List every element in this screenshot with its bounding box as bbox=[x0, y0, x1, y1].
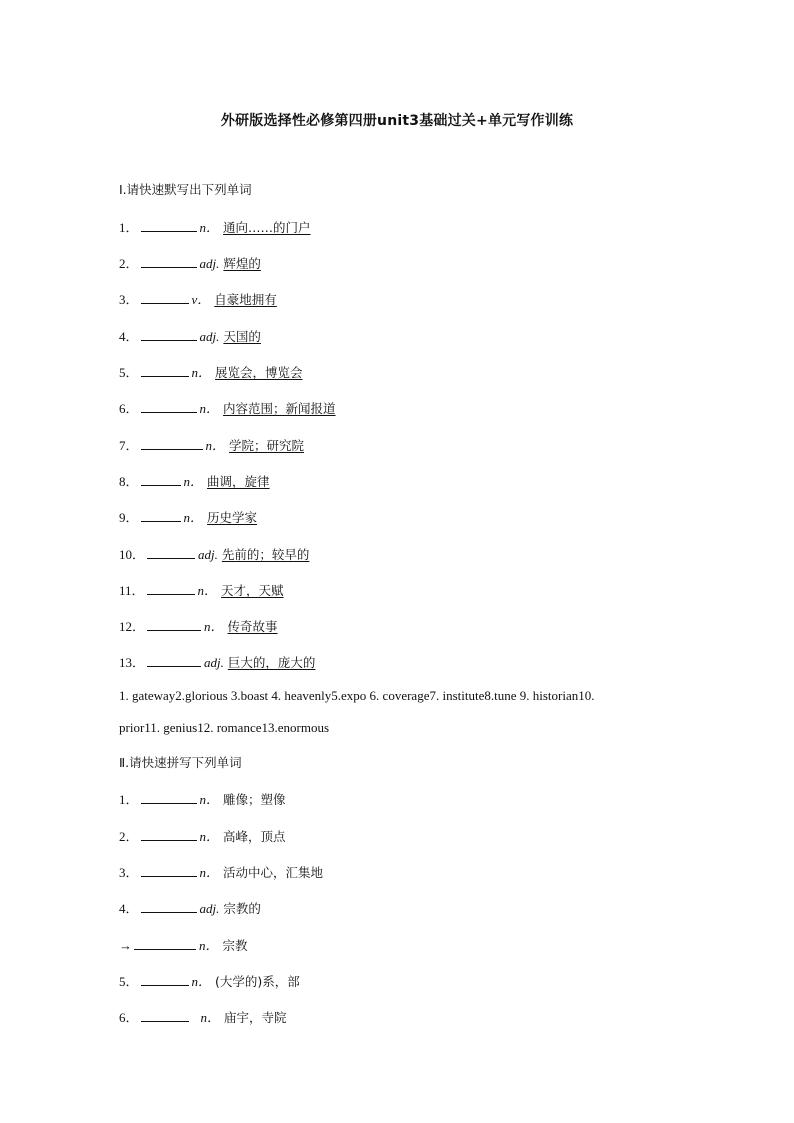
part-of-speech: adj. bbox=[199, 329, 220, 344]
part-of-speech: n． bbox=[200, 1010, 221, 1025]
list-item bbox=[119, 217, 311, 236]
item-number: 7． bbox=[119, 438, 139, 453]
answer-blank[interactable] bbox=[147, 582, 195, 595]
list-item bbox=[119, 1007, 287, 1026]
list-item bbox=[119, 616, 278, 635]
item-number: 8． bbox=[119, 474, 139, 489]
item-number: 3． bbox=[119, 292, 139, 307]
item-number: 13． bbox=[119, 655, 146, 670]
answer-blank[interactable] bbox=[141, 864, 197, 877]
answer-key-line-1: 1. gateway2.glorious 3.boast 4. heavenly5.expo 6. coverage7. institute8.tune 9. historian10. bbox=[119, 688, 595, 703]
word-meaning: 巨大的，庞大的 bbox=[227, 655, 316, 670]
answer-blank[interactable] bbox=[147, 618, 201, 631]
part-of-speech: adj. bbox=[199, 256, 220, 271]
answer-blank[interactable] bbox=[141, 1009, 189, 1022]
part-of-speech: n． bbox=[204, 619, 224, 634]
item-number: 9． bbox=[119, 510, 139, 525]
part-of-speech: n． bbox=[199, 865, 220, 880]
answer-blank[interactable] bbox=[141, 791, 197, 804]
part-of-speech: n． bbox=[197, 583, 218, 598]
part-of-speech: n． bbox=[205, 438, 226, 453]
item-number: 6． bbox=[119, 401, 139, 416]
answer-blank[interactable] bbox=[141, 400, 197, 413]
part-of-speech: adj. bbox=[199, 901, 220, 916]
list-item bbox=[119, 398, 336, 417]
word-meaning: 传奇故事 bbox=[227, 619, 278, 634]
list-item bbox=[119, 544, 309, 563]
word-meaning: 先前的；较早的 bbox=[221, 547, 310, 562]
answer-blank[interactable] bbox=[134, 937, 196, 950]
list-item bbox=[119, 362, 303, 381]
section-1-heading: Ⅰ.请快速默写出下列单词 bbox=[119, 182, 252, 197]
word-meaning: 宗教 bbox=[222, 938, 248, 953]
word-meaning: 宗教的 bbox=[223, 901, 261, 916]
part-of-speech: n． bbox=[199, 220, 220, 235]
word-meaning: 辉煌的 bbox=[223, 256, 261, 271]
answer-blank[interactable] bbox=[147, 654, 201, 667]
answer-blank[interactable] bbox=[141, 364, 189, 377]
answer-blank[interactable] bbox=[141, 900, 197, 913]
part-of-speech: v． bbox=[191, 292, 211, 307]
answer-blank[interactable] bbox=[147, 546, 195, 559]
part-of-speech: n． bbox=[199, 829, 220, 844]
list-item bbox=[119, 435, 304, 454]
list-item bbox=[119, 471, 270, 490]
answer-blank[interactable] bbox=[141, 828, 197, 841]
list-item bbox=[119, 898, 261, 917]
word-meaning: 通向……的门户 bbox=[223, 220, 311, 235]
answer-blank[interactable] bbox=[141, 973, 189, 986]
word-meaning: 活动中心，汇集地 bbox=[223, 865, 324, 880]
word-meaning: 高峰，顶点 bbox=[223, 829, 286, 844]
word-meaning: 曲调，旋律 bbox=[207, 474, 270, 489]
answer-blank[interactable] bbox=[141, 219, 197, 232]
answer-blank[interactable] bbox=[141, 328, 197, 341]
word-meaning: 天才，天赋 bbox=[221, 583, 284, 598]
list-item bbox=[119, 935, 248, 954]
answer-key-line-2: prior11. genius12. romance13.enormous bbox=[119, 720, 329, 735]
item-number: 1． bbox=[119, 220, 139, 235]
word-meaning: 学院；研究院 bbox=[229, 438, 305, 453]
word-meaning: 天国的 bbox=[223, 329, 261, 344]
word-meaning: (大学的)系，部 bbox=[215, 974, 300, 989]
item-number: 2． bbox=[119, 256, 139, 271]
item-number: 4． bbox=[119, 901, 139, 916]
list-item bbox=[119, 971, 300, 990]
list-item bbox=[119, 253, 261, 272]
item-number: 5． bbox=[119, 974, 139, 989]
answer-blank[interactable] bbox=[141, 291, 189, 304]
list-item bbox=[119, 862, 323, 881]
word-meaning: 庙宇，寺院 bbox=[224, 1010, 287, 1025]
answer-blank[interactable] bbox=[141, 437, 203, 450]
list-item bbox=[119, 289, 277, 308]
list-item bbox=[119, 652, 315, 671]
list-item bbox=[119, 507, 257, 526]
item-number: 6． bbox=[119, 1010, 139, 1025]
word-meaning: 自豪地拥有 bbox=[214, 292, 277, 307]
page-title: 外研版选择性必修第四册unit3基础过关+单元写作训练 bbox=[220, 113, 574, 129]
word-meaning: 内容范围；新闻报道 bbox=[223, 401, 336, 416]
item-number: 11． bbox=[119, 583, 145, 598]
item-number: 1． bbox=[119, 792, 139, 807]
part-of-speech: n． bbox=[199, 792, 220, 807]
part-of-speech: n． bbox=[183, 474, 204, 489]
part-of-speech: n． bbox=[183, 510, 204, 525]
section-2-heading: Ⅱ.请快速拼写下列单词 bbox=[119, 755, 242, 770]
answer-blank[interactable] bbox=[141, 473, 181, 486]
part-of-speech: adj. bbox=[198, 547, 218, 562]
part-of-speech: n． bbox=[199, 401, 220, 416]
answer-blank[interactable] bbox=[141, 255, 197, 268]
item-number: 5． bbox=[119, 365, 139, 380]
list-item bbox=[119, 826, 286, 845]
list-item bbox=[119, 789, 286, 808]
word-meaning: 展览会，博览会 bbox=[215, 365, 303, 380]
item-number: → bbox=[119, 938, 132, 953]
part-of-speech: n． bbox=[199, 938, 219, 953]
part-of-speech: n． bbox=[191, 974, 212, 989]
item-number: 4． bbox=[119, 329, 139, 344]
item-number: 12． bbox=[119, 619, 146, 634]
item-number: 2． bbox=[119, 829, 139, 844]
item-number: 10． bbox=[119, 547, 146, 562]
word-meaning: 雕像；塑像 bbox=[223, 792, 286, 807]
part-of-speech: adj. bbox=[204, 655, 224, 670]
part-of-speech: n． bbox=[191, 365, 212, 380]
list-item bbox=[119, 326, 261, 345]
item-number: 3． bbox=[119, 865, 139, 880]
answer-blank[interactable] bbox=[141, 509, 181, 522]
word-meaning: 历史学家 bbox=[207, 510, 258, 525]
list-item bbox=[119, 580, 284, 599]
